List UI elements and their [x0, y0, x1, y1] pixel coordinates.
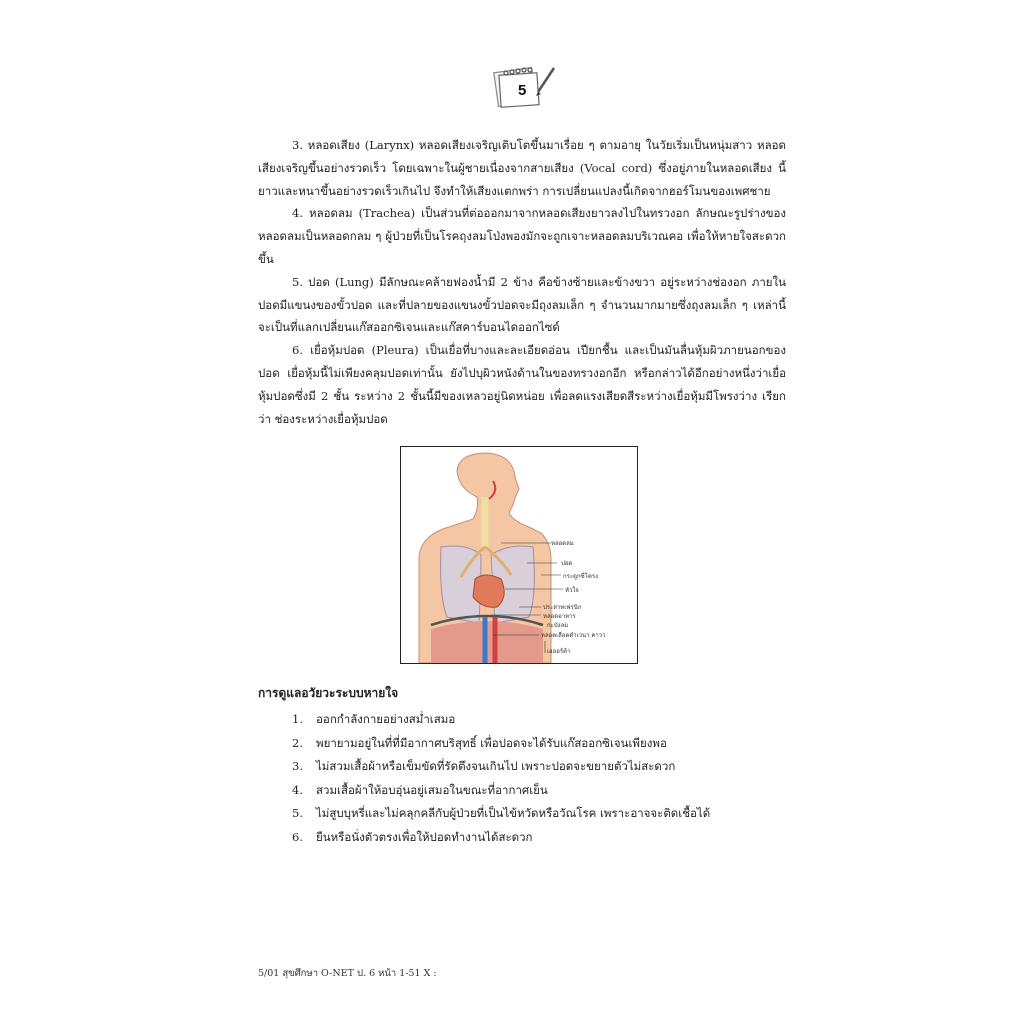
list-item: 4. สวมเสื้อผ้าให้อบอุ่นอยู่เสมอในขณะที่อากาศเย็น [292, 782, 548, 797]
label-ribs: กระดูกซี่โครง [563, 573, 599, 580]
label-esophagus: หลอดอาหาร [543, 613, 576, 620]
list-item: 2. พยายามอยู่ในที่ที่มีอากาศบริสุทธิ์ เพื่อปอดจะได้รับแก๊สออกซิเจนเพียงพอ [292, 735, 667, 750]
page-footer: 5/01 สุขศึกษา O-NET ป. 6 หน้า 1-51 X : [258, 968, 437, 979]
label-vena-cava: หลอดเลือดดำเวนา คาวา [541, 632, 606, 639]
article-body [258, 134, 786, 430]
list-item: 1. ออกกำลังกายอย่างสม่ำเสมอ [292, 712, 456, 726]
page-number: 5 [518, 82, 527, 99]
paragraph-larynx: 3. หลอดเสียง (Larynx) หลอดเสียงเจริญเติบโตขึ้นมาเรื่อย ๆ ตามอายุ ในวัยเริ่มเป็นหนุ่มสาว หลอดเสียงเจริญขึ้นอย่างรวดเร็ว โดยเฉพาะในผู้ชายเนื่องจากสายเสียง (Vocal cord) ซึ่งอยู่ภายในหลอดเสียง นี้ยาวและหนาขึ้นอย่างรวดเร็วเกินไป จึงทำให้เสียงแตกพร่า การเปลี่ยนแปลงนี้เกิดจากฮอร์โมนของเพศชาย [258, 138, 786, 198]
label-diaphragm: กะบังลม [547, 622, 569, 629]
respiratory-system-figure [400, 446, 638, 664]
list-item: 6. ยืนหรือนั่งตัวตรงเพื่อให้ปอดทำงานได้สะดวก [292, 829, 533, 844]
label-lung: ปอด [561, 560, 573, 567]
label-phrenic-nerve: ประสาทเฟรนิก [543, 604, 582, 611]
respiratory-anatomy-illustration [401, 447, 637, 663]
paragraph-pleura: 6. เยื่อหุ้มปอด (Pleura) เป็นเยื่อที่บางและละเอียดอ่อน เปียกชื้น และเป็นมันลื่นหุ้มผิวภายนอกของปอด เยื่อหุ้มนี้ไม่เพียงคลุมปอดเท่านั้น ยังไปบุผิวหนังด้านในของทรวงอกอีก หรือกล่าวได้อีกอย่างหนึ่งว่าเยื่อหุ้มปอดซึ่งมี 2 ชั้น ระหว่าง 2 ชั้นนี้มีของเหลวอยู่นิดหน่อย เพื่อลดแรงเสียดสีระหว่างเยื่อหุ้มมีโพรงว่าง เรียกว่า ช่องระหว่างเยื่อหุ้มปอด [258, 343, 786, 426]
care-list [292, 708, 710, 849]
paragraph-lung: 5. ปอด (Lung) มีลักษณะคล้ายฟองน้ำมี 2 ข้าง คือข้างซ้ายและข้างขวา อยู่ระหว่างช่องอก ภายในปอดมีแขนงของขั้วปอด และที่ปลายของแขนงขั้วปอดจะมีถุงลมเล็ก ๆ จำนวนมากมายซึ่งถุงลมเล็ก ๆ เหล่านี้จะเป็นที่แลกเปลี่ยนแก๊สออกซิเจนและแก๊สคาร์บอนไดออกไซด์ [258, 274, 786, 335]
list-item: 3. ไม่สวมเสื้อผ้าหรือเข็มขัดที่รัดตึงจนเกินไป เพราะปอดจะขยายตัวไม่สะดวก [292, 759, 676, 773]
paragraph-trachea: 4. หลอดลม (Trachea) เป็นส่วนที่ต่อออกมาจากหลอดเสียงยาวลงไปในทรวงอก ลักษณะรูปร่างของหลอดลมเป็นหลอดกลม ๆ ผู้ป่วยที่เป็นโรคถุงลมโป่งพองมักจะถูกเจาะหลอดลมบริเวณคอ เพื่อให้หายใจสะดวกขึ้น [258, 206, 786, 266]
care-heading: การดูแลอวัยวะระบบหายใจ [258, 686, 399, 700]
label-trachea: หลอดลม [551, 540, 574, 547]
label-heart: หัวใจ [565, 587, 579, 594]
list-item: 5. ไม่สูบบุหรี่และไม่คลุกคลีกับผู้ป่วยที่เป็นไข้หวัดหรือวัณโรค เพราะอาจจะติดเชื้อได้ [292, 806, 711, 820]
label-aorta: เอออร์ต้า [547, 648, 571, 655]
